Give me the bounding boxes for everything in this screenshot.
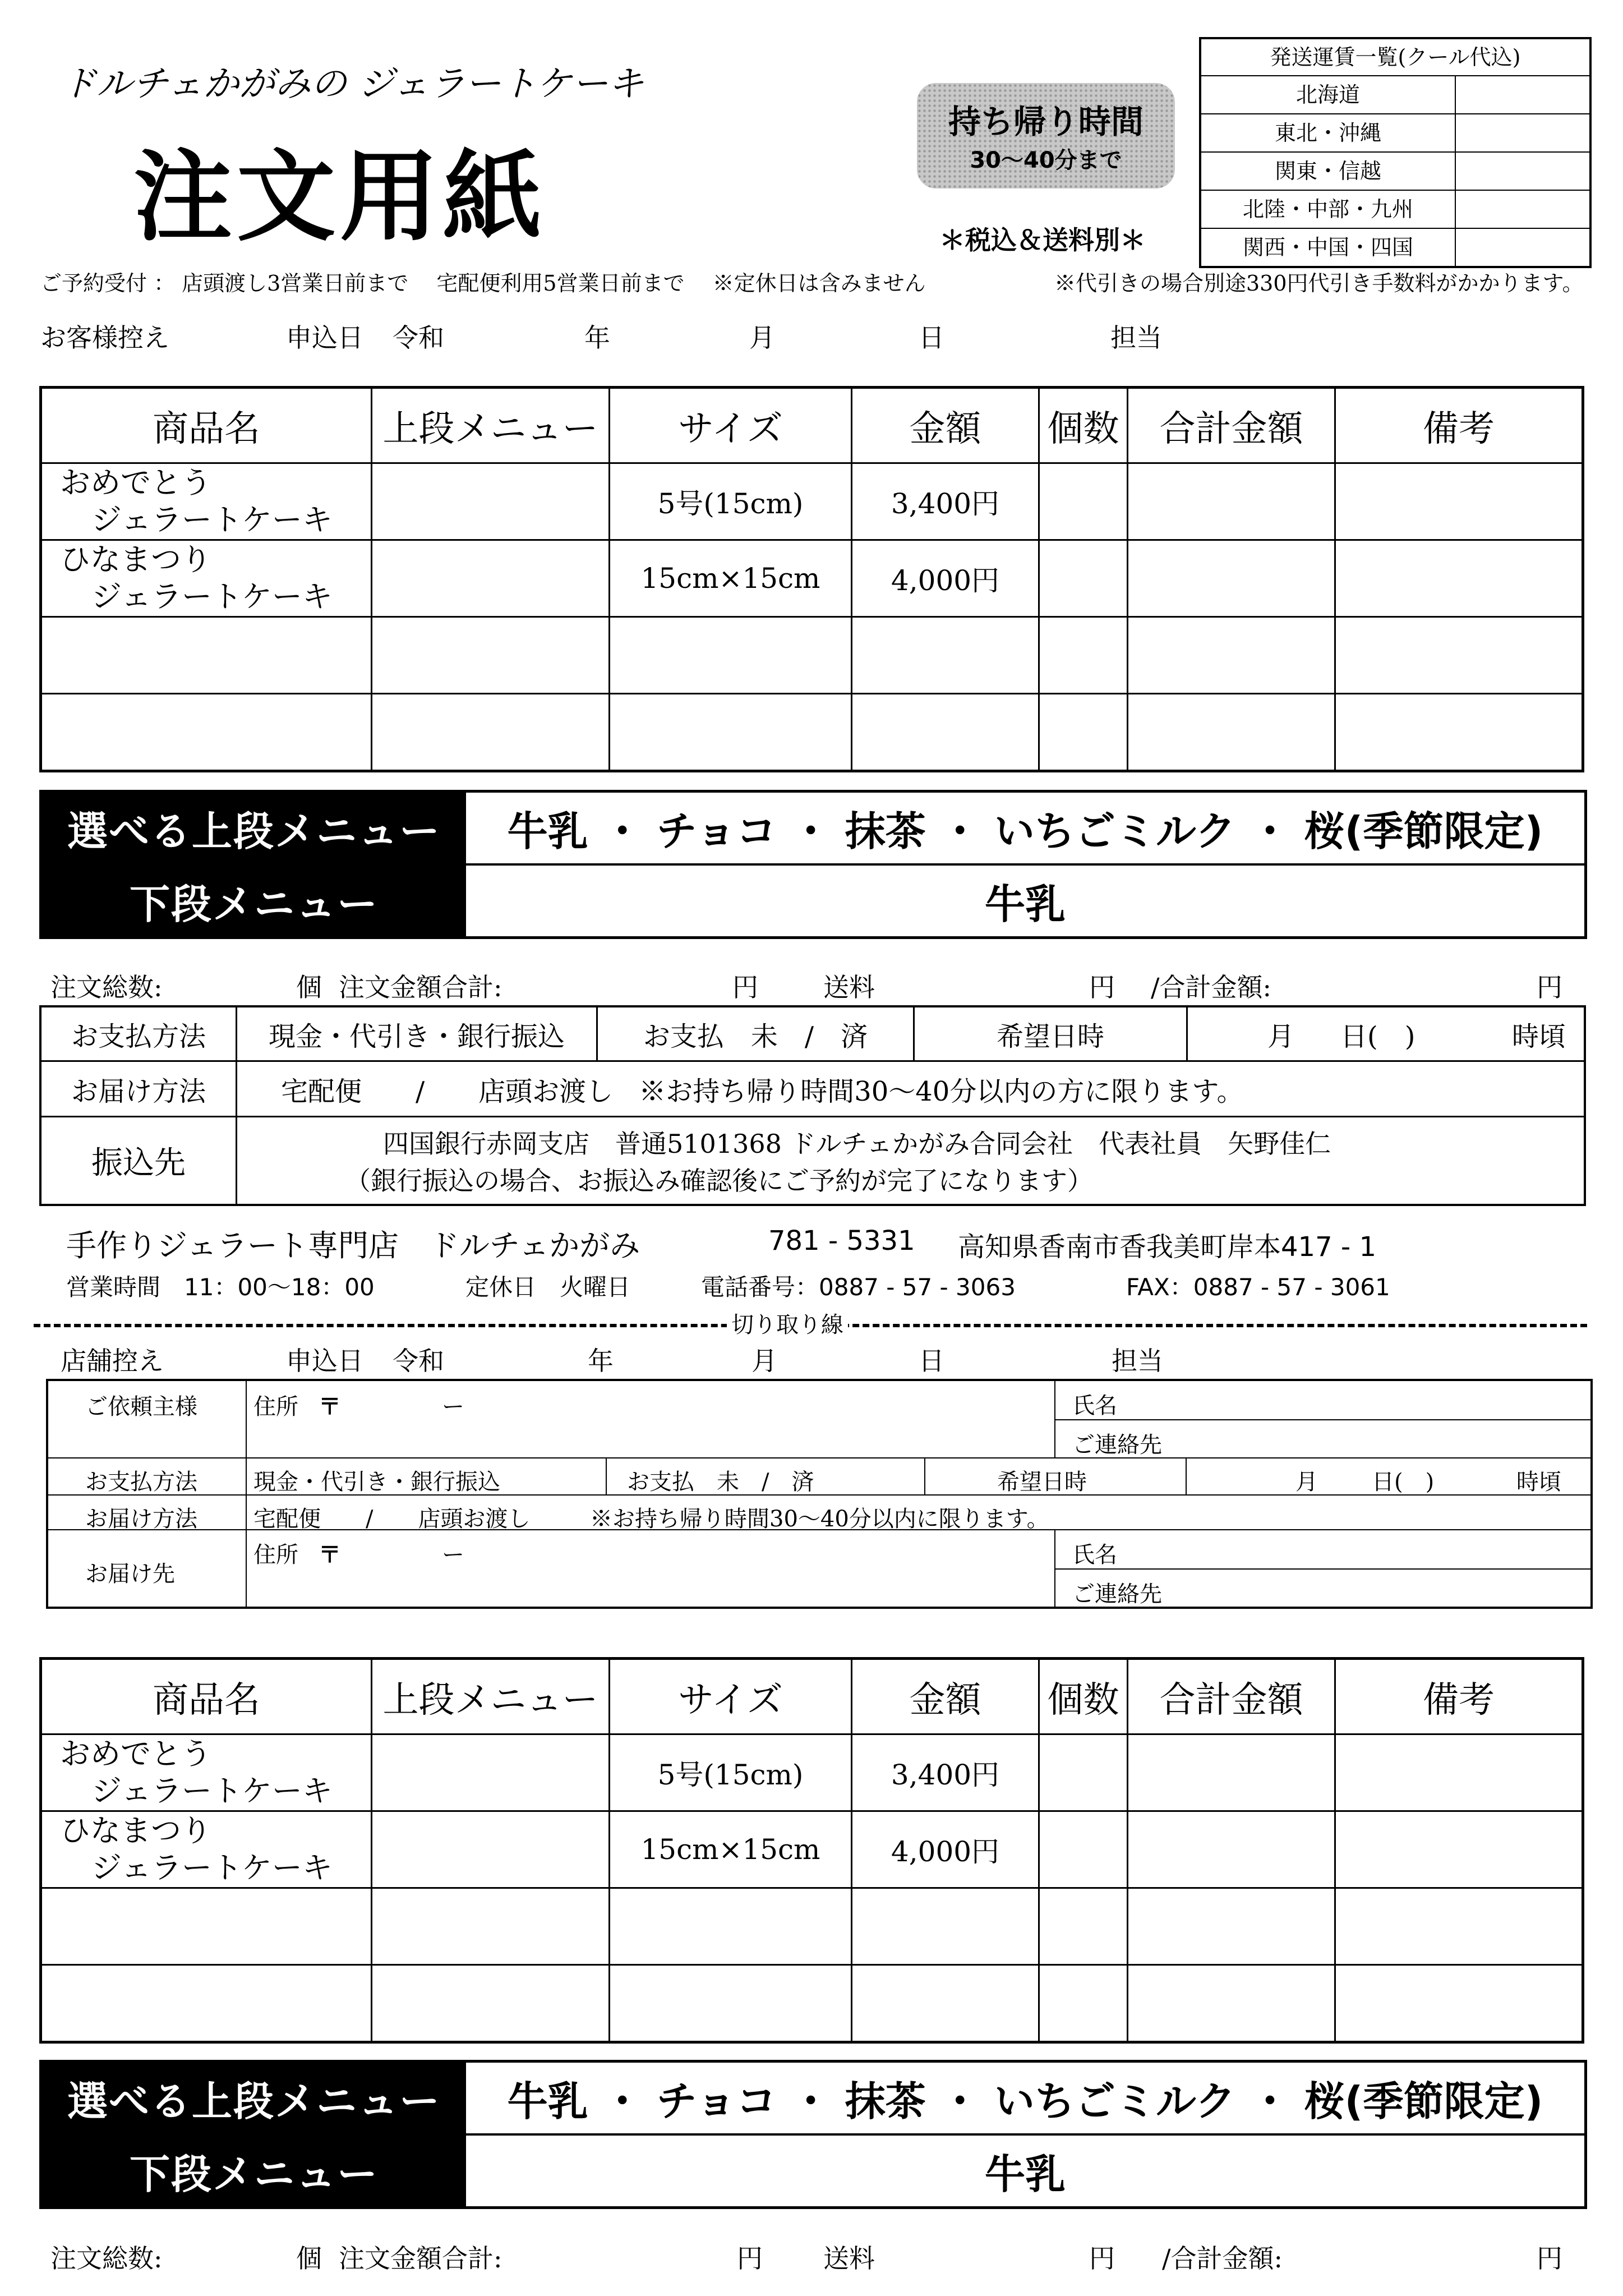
blank-cell[interactable] [1128, 617, 1335, 694]
desired-date-label: 希望日時 [913, 1007, 1186, 1060]
table-row [41, 540, 1583, 617]
address-label: 住所 [253, 1394, 298, 1420]
payment-status[interactable]: お支払 未 / 済 [596, 1007, 913, 1060]
table-row [41, 1734, 1583, 1811]
blank-cell[interactable] [1039, 1888, 1128, 1965]
col-notes: 備考 [1335, 388, 1583, 463]
order-totals-store [50, 2238, 1565, 2272]
size-cell: 5号(15cm) [610, 463, 852, 540]
shipping-region: 関西・中国・四国 [1201, 229, 1456, 266]
contact-field[interactable]: ご連絡先 [1072, 1432, 1162, 1458]
postal-mark: 〒 [319, 1542, 341, 1568]
address-label: 住所 [253, 1542, 298, 1568]
quantity-cell[interactable] [1039, 463, 1128, 540]
blank-cell[interactable] [610, 1965, 852, 2042]
staff-label: 担当 [1110, 323, 1162, 353]
order-date-label: 申込日 [286, 1346, 363, 1376]
form-title: 注文用紙 [133, 139, 547, 255]
month-label: 月 [749, 323, 775, 353]
contact-field[interactable]: ご連絡先 [1072, 1581, 1162, 1607]
price-cell: 4,000円 [852, 540, 1039, 617]
year-label: 年 [588, 1346, 614, 1376]
bank-label: 振込先 [91, 1145, 186, 1181]
desired-time: 時頃 [1512, 1020, 1566, 1052]
blank-cell[interactable] [1335, 1965, 1583, 2042]
grand-total-yen: 円 [1537, 972, 1562, 1002]
blank-cell[interactable] [610, 694, 852, 771]
table-row [41, 1965, 1583, 2042]
store-copy-label: 店舗控え [61, 1346, 164, 1376]
price-cell: 4,000円 [852, 1811, 1039, 1888]
upper-menu-label: 選べる上段メニュー [42, 2063, 466, 2133]
requester-label: ご依頼主様 [85, 1394, 197, 1420]
name-field[interactable]: 氏名 [1055, 1530, 1590, 1570]
lower-menu-label: 下段メニュー [42, 866, 466, 936]
upper-menu-options[interactable]: 牛乳 ・ チョコ ・ 抹茶 ・ いちごミルク ・ 桜(季節限定) [507, 808, 1543, 855]
notes-cell[interactable] [1335, 463, 1583, 540]
table-row [41, 1888, 1583, 1965]
blank-cell[interactable] [1335, 694, 1583, 771]
customer-copy-label: お客様控え [40, 323, 169, 353]
price-cell: 3,400円 [852, 463, 1039, 540]
desired-date-label: 希望日時 [924, 1458, 1186, 1494]
desired-month: 月 [1267, 1020, 1295, 1052]
product-table [39, 386, 1584, 772]
blank-cell[interactable] [1128, 694, 1335, 771]
col-upper-menu: 上段メニュー [372, 388, 610, 463]
grand-total-label: /合計金額: [1151, 972, 1271, 1002]
shipping-rate-cell[interactable] [1456, 153, 1589, 190]
year-label: 年 [584, 323, 610, 353]
blank-cell[interactable] [1039, 1965, 1128, 2042]
order-count-unit: 個 [296, 2243, 322, 2274]
col-upper-menu: 上段メニュー [372, 1659, 610, 1734]
blank-cell[interactable] [372, 1965, 610, 2042]
upper-menu-label: 選べる上段メニュー [42, 793, 466, 863]
price-cell: 3,400円 [852, 1734, 1039, 1811]
col-size: サイズ [610, 1659, 852, 1734]
blank-cell[interactable] [852, 1888, 1039, 1965]
order-date-label: 申込日 [286, 323, 363, 353]
pickup-time-badge [917, 83, 1175, 188]
requester-contact [1054, 1381, 1590, 1457]
postal-mark: 〒 [319, 1393, 341, 1420]
col-total: 合計金額 [1128, 388, 1335, 463]
col-quantity: 個数 [1039, 388, 1128, 463]
shipping-rate-cell[interactable] [1456, 114, 1589, 151]
day-label: 日 [919, 323, 944, 353]
shipping-region: 北海道 [1201, 76, 1456, 113]
payment-methods[interactable]: 現金・代引き・銀行振込 [236, 1007, 596, 1060]
payment-method-label: お支払方法 [71, 1020, 206, 1052]
shop-phone: 電話番号：0887 - 57 - 3063 [701, 1273, 1016, 1301]
table-row [41, 694, 1583, 771]
size-cell: 15cm×15cm [610, 1811, 852, 1888]
menu-block [39, 790, 1587, 939]
col-notes: 備考 [1335, 1659, 1583, 1734]
blank-cell[interactable] [41, 1965, 372, 2042]
shipping-rate-cell[interactable] [1456, 191, 1589, 228]
lower-menu-value: 牛乳 [984, 881, 1066, 928]
lower-menu-value: 牛乳 [984, 2151, 1066, 2198]
order-amount-yen: 円 [737, 2243, 763, 2274]
total-cell[interactable] [1128, 463, 1335, 540]
table-row [41, 1811, 1583, 1888]
pay-method-label: お支払方法 [85, 1469, 197, 1495]
col-price: 金額 [852, 1659, 1039, 1734]
col-price: 金額 [852, 388, 1039, 463]
form-subtitle: ドルチェかがみの ジェラートケーキ [61, 63, 644, 105]
upper-menu-cell[interactable] [372, 1734, 610, 1811]
order-amount-yen: 円 [732, 972, 758, 1002]
pickup-badge-time: 30〜40分まで [970, 148, 1122, 173]
table-row [41, 463, 1583, 540]
blank-cell[interactable] [852, 694, 1039, 771]
pickup-badge-title: 持ち帰り時間 [948, 103, 1144, 141]
requester-address-field[interactable] [246, 1381, 1054, 1457]
delivery-method-label: お届け方法 [71, 1075, 206, 1107]
shop-hours: 営業時間 11：00〜18：00 [66, 1273, 375, 1301]
product-name: おめでとう ジェラートケーキ [41, 1734, 372, 1811]
era-label: 令和 [393, 323, 444, 353]
col-size: サイズ [610, 388, 852, 463]
bank-account: 四国銀行赤岡支店 普通5101368 ドルチェかがみ合同会社 代表社員 矢野佳仁 [383, 1129, 1331, 1159]
total-cell[interactable] [1128, 1811, 1335, 1888]
shipping-rate-cell[interactable] [1456, 229, 1589, 266]
blank-cell[interactable] [1335, 617, 1583, 694]
name-field[interactable]: 氏名 [1055, 1381, 1590, 1420]
total-cell[interactable] [1128, 540, 1335, 617]
shipping-rates-table [1199, 37, 1592, 268]
product-name: おめでとう ジェラートケーキ [41, 463, 372, 540]
reservation-note: ご予約受付 ： 店頭渡し3営業日前まで 宅配便利用5営業日前まで ※定休日は含みません [40, 271, 926, 296]
month-label: 月 [751, 1346, 777, 1376]
staff-label: 担当 [1112, 1346, 1163, 1376]
blank-cell[interactable] [1039, 617, 1128, 694]
col-product-name: 商品名 [41, 388, 372, 463]
menu-block-store [39, 2060, 1587, 2209]
order-totals [50, 967, 1565, 1001]
product-table-store [39, 1657, 1584, 2044]
order-count-unit: 個 [296, 972, 322, 1002]
size-cell: 15cm×15cm [610, 540, 852, 617]
order-count-label: 注文総数: [50, 972, 163, 1002]
col-quantity: 個数 [1039, 1659, 1128, 1734]
desired-date-field[interactable]: 月 日( ) 時頃 [1186, 1458, 1590, 1494]
desired-day: 日( ) [1340, 1020, 1415, 1052]
shipping-fee-label: 送料 [823, 2243, 875, 2274]
table-row [41, 617, 1583, 694]
shipping-fee-yen: 円 [1089, 972, 1115, 1002]
cut-line-label: 切り取り線 [727, 1307, 848, 1339]
destination-label: お届け先 [85, 1561, 175, 1587]
total-cell[interactable] [1128, 1734, 1335, 1811]
upper-menu-cell[interactable] [372, 1811, 610, 1888]
upper-menu-options[interactable]: 牛乳 ・ チョコ ・ 抹茶 ・ いちごミルク ・ 桜(季節限定) [507, 2078, 1543, 2125]
blank-cell[interactable] [41, 1888, 372, 1965]
blank-cell[interactable] [1039, 694, 1128, 771]
blank-cell[interactable] [1128, 1888, 1335, 1965]
shop-address: 高知県香南市香我美町岸本417 - 1 [958, 1231, 1376, 1263]
delivery-method-label: お届け方法 [85, 1506, 197, 1532]
grand-total-yen: 円 [1537, 2243, 1562, 2274]
delivery-method-field[interactable] [236, 1062, 1584, 1116]
quantity-cell[interactable] [1039, 540, 1128, 617]
order-count-label: 注文総数: [50, 2243, 163, 2274]
pay-methods[interactable]: 現金・代引き・銀行振込 [246, 1458, 606, 1494]
postal-dash: ー [442, 1542, 464, 1568]
upper-menu-cell[interactable] [372, 540, 610, 617]
shipping-region: 東北・沖縄 [1201, 114, 1456, 151]
shop-postal-code: 781 - 5331 [768, 1225, 915, 1257]
day-label: 日 [919, 1346, 944, 1376]
order-amount-label: 注文金額合計: [339, 972, 502, 1002]
customer-copy-line [40, 318, 1583, 351]
bank-transfer-note: （銀行振込の場合、お振込み確認後にご予約が完了になります） [345, 1166, 1093, 1196]
table-header-row [41, 1659, 1583, 1734]
order-amount-label: 注文金額合計: [339, 2243, 502, 2274]
shop-closed-day: 定休日 火曜日 [465, 1273, 631, 1301]
store-copy-table [46, 1379, 1593, 1609]
delivery-methods[interactable]: 宅配便 / 店頭お渡し [281, 1075, 614, 1107]
destination-address-field[interactable] [246, 1530, 1054, 1607]
era-label: 令和 [393, 1346, 444, 1376]
size-cell: 5号(15cm) [610, 1734, 852, 1811]
quantity-cell[interactable] [1039, 1811, 1128, 1888]
bank-details [236, 1117, 1584, 1204]
pay-status[interactable]: お支払 未 / 済 [606, 1458, 924, 1494]
col-total: 合計金額 [1128, 1659, 1335, 1734]
tax-note: ＊税込＆送料別＊ [939, 225, 1146, 255]
notes-cell[interactable] [1335, 540, 1583, 617]
desired-date-field[interactable] [1186, 1007, 1584, 1060]
cod-fee-note: ※代引きの場合別途330円代引き手数料がかかります。 [1054, 271, 1584, 296]
blank-cell[interactable] [610, 1888, 852, 1965]
shipping-region: 関東・信越 [1201, 153, 1456, 190]
shipping-fee-yen: 円 [1089, 2243, 1115, 2274]
shop-name: 手作りジェラート専門店 ドルチェかがみ [66, 1228, 640, 1263]
postal-dash: ー [442, 1394, 464, 1420]
store-copy-line [61, 1341, 1575, 1374]
blank-cell[interactable] [41, 617, 372, 694]
shipping-rate-cell[interactable] [1456, 76, 1589, 113]
shipping-table-header: 発送運賃一覧(クール代込) [1270, 45, 1521, 70]
blank-cell[interactable] [372, 617, 610, 694]
blank-cell[interactable] [372, 694, 610, 771]
upper-menu-cell[interactable] [372, 463, 610, 540]
shop-fax: FAX：0887 - 57 - 3061 [1126, 1273, 1390, 1301]
delivery-note: ※お持ち帰り時間30〜40分以内の方に限ります。 [639, 1075, 1244, 1107]
shipping-fee-label: 送料 [823, 972, 875, 1002]
notes-cell[interactable] [1335, 1734, 1583, 1811]
table-header-row [41, 388, 1583, 463]
product-name: ひなまつり ジェラートケーキ [41, 1811, 372, 1888]
blank-cell[interactable] [1128, 1965, 1335, 2042]
notes-cell[interactable] [1335, 1811, 1583, 1888]
grand-total-label: /合計金額: [1162, 2243, 1283, 2274]
destination-contact [1054, 1530, 1590, 1607]
delivery-method-field[interactable]: 宅配便 / 店頭お渡し ※お持ち帰り時間30〜40分以内に限ります。 [246, 1496, 1590, 1529]
payment-section [39, 1005, 1586, 1206]
product-name: ひなまつり ジェラートケーキ [41, 540, 372, 617]
blank-cell[interactable] [1335, 1888, 1583, 1965]
blank-cell[interactable] [852, 1965, 1039, 2042]
blank-cell[interactable] [852, 617, 1039, 694]
col-product-name: 商品名 [41, 1659, 372, 1734]
quantity-cell[interactable] [1039, 1734, 1128, 1811]
shipping-region: 北陸・中部・九州 [1201, 191, 1456, 228]
blank-cell[interactable] [41, 694, 372, 771]
blank-cell[interactable] [610, 617, 852, 694]
lower-menu-label: 下段メニュー [42, 2136, 466, 2206]
blank-cell[interactable] [372, 1888, 610, 1965]
